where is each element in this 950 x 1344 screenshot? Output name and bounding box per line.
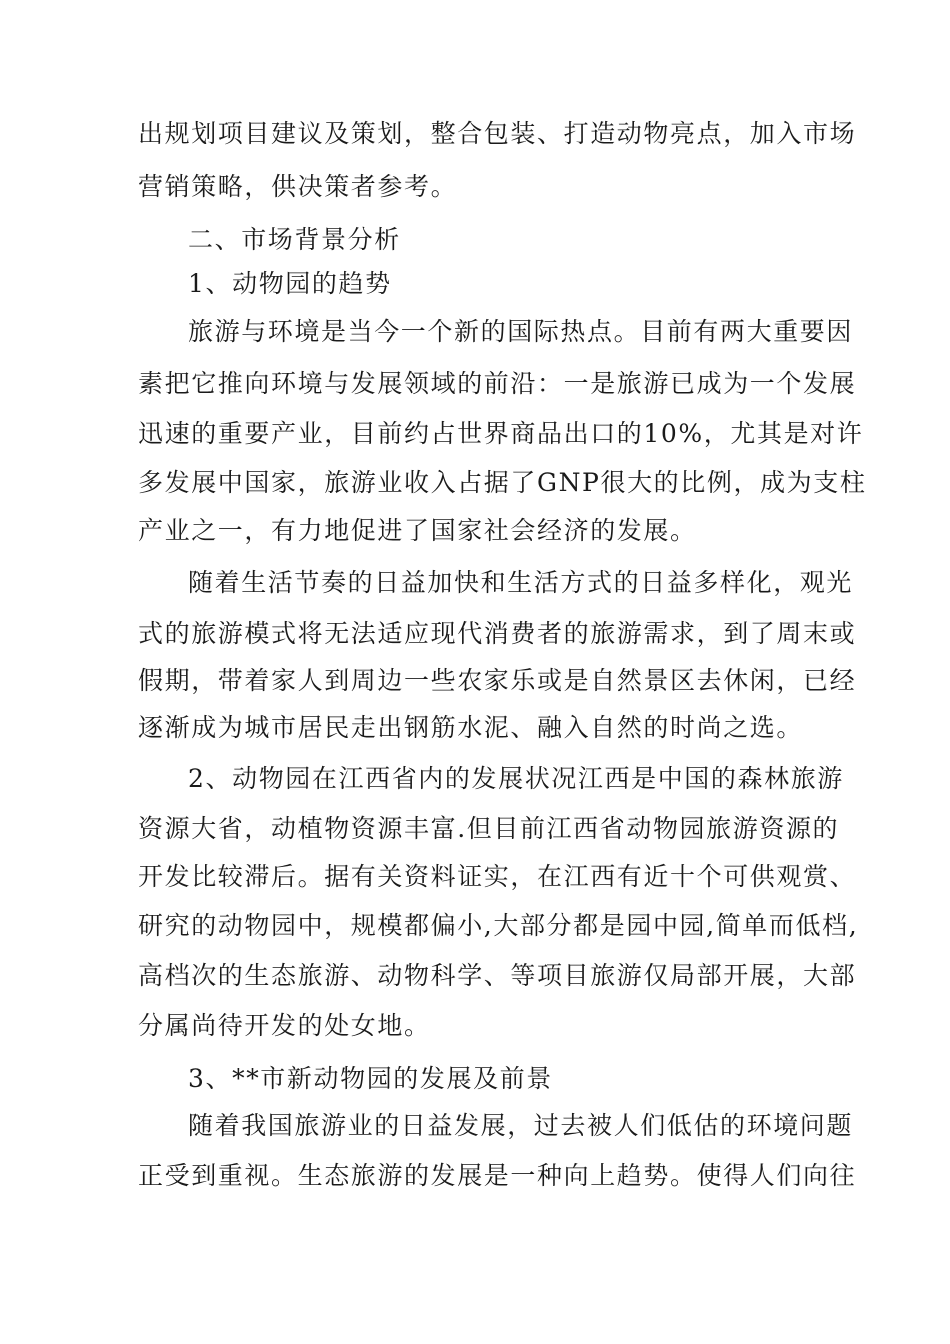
- section-heading: 二、市场背景分析: [188, 225, 401, 254]
- body-text-line: 营销策略，供决策者参考。: [138, 172, 458, 201]
- subsection-heading: 2、动物园在江西省内的发展状况江西是中国的森林旅游: [188, 764, 844, 793]
- body-text-line: 假期，带着家人到周边一些农家乐或是自然景区去休闲，已经: [138, 666, 857, 695]
- body-text-line: 开发比较滞后。据有关资料证实，在江西有近十个可供观赏、: [138, 862, 857, 891]
- body-text-line: 迅速的重要产业，目前约占世界商品出口的10%，尤其是对许: [138, 419, 864, 448]
- body-text-line: 产业之一，有力地促进了国家社会经济的发展。: [138, 516, 697, 545]
- body-text-line: 分属尚待开发的处女地。: [138, 1011, 431, 1040]
- subsection-heading: 1、动物园的趋势: [188, 269, 392, 298]
- body-text-line: 素把它推向环境与发展领域的前沿：一是旅游已成为一个发展: [138, 369, 857, 398]
- body-text-line: 资源大省，动植物资源丰富.但目前江西省动物园旅游资源的: [138, 814, 840, 843]
- body-text-line: 随着我国旅游业的日益发展，过去被人们低估的环境问题: [188, 1111, 854, 1140]
- body-text-line: 逐渐成为城市居民走出钢筋水泥、融入自然的时尚之选。: [138, 713, 804, 742]
- subsection-heading: 3、**市新动物园的发展及前景: [188, 1064, 553, 1093]
- body-text-line: 式的旅游模式将无法适应现代消费者的旅游需求，到了周末或: [138, 619, 857, 648]
- body-text-line: 出规划项目建议及策划，整合包装、打造动物亮点，加入市场: [138, 119, 857, 148]
- body-text-line: 正受到重视。生态旅游的发展是一种向上趋势。使得人们向往: [138, 1161, 857, 1190]
- body-text-line: 随着生活节奏的日益加快和生活方式的日益多样化，观光: [188, 568, 854, 597]
- body-text-line: 研究的动物园中，规模都偏小,大部分都是园中园,简单而低档,: [138, 911, 859, 940]
- body-text-line: 高档次的生态旅游、动物科学、等项目旅游仅局部开展，大部: [138, 961, 857, 990]
- body-text-line: 旅游与环境是当今一个新的国际热点。目前有两大重要因: [188, 317, 854, 346]
- body-text-line: 多发展中国家，旅游业收入占据了GNP很大的比例，成为支柱: [138, 468, 867, 497]
